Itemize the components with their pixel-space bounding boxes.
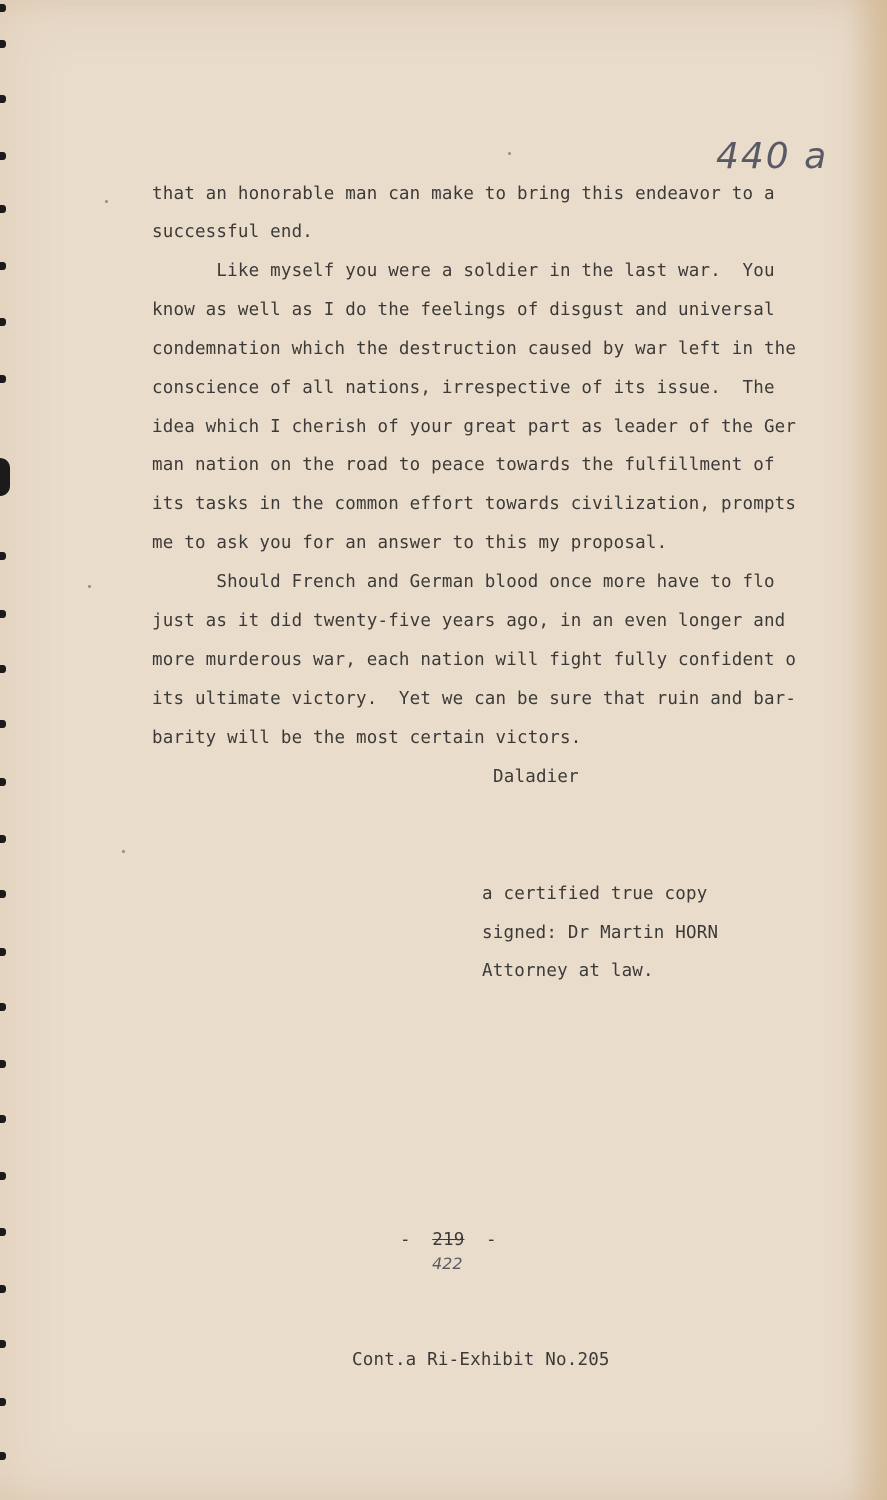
punch-mark [0, 1398, 6, 1406]
punch-mark [0, 948, 6, 956]
paper-speck [122, 850, 125, 853]
punch-mark [0, 1060, 6, 1068]
body-line: that an honorable man can make to bring this endeavor to a [152, 184, 775, 204]
body-line: barity will be the most certain victors. [152, 728, 582, 748]
certification-line: a certified true copy [482, 884, 708, 904]
body-line: conscience of all nations, irrespective of its issue. The [152, 378, 775, 398]
certification-line: Attorney at law. [482, 961, 654, 981]
punch-mark [0, 835, 6, 843]
page-number [400, 1230, 497, 1250]
paper-speck [88, 585, 91, 588]
signature: Daladier [493, 767, 579, 787]
body-line: its ultimate victory. Yet we can be sure that ruin and bar- [152, 689, 797, 709]
punch-mark [0, 665, 6, 673]
exhibit-label: Cont.a Ri-Exhibit No.205 [352, 1350, 610, 1370]
paper-edge-shading [847, 0, 887, 1500]
punch-mark [0, 720, 6, 728]
punch-mark [0, 610, 6, 618]
page-number-typed: 219 [432, 1230, 465, 1250]
paper-speck [105, 200, 108, 203]
page-number-dash: - [485, 1230, 497, 1250]
page-number-handwritten: 422 [432, 1254, 463, 1273]
punch-mark [0, 318, 6, 326]
punch-mark [0, 1452, 6, 1460]
body-line: successful end. [152, 222, 314, 242]
punch-mark [0, 375, 6, 383]
body-line: condemnation which the destruction caused by war left in the [152, 339, 797, 359]
punch-mark [0, 1003, 6, 1011]
punch-mark [0, 205, 6, 213]
punch-mark [0, 262, 6, 270]
punch-mark [0, 1172, 6, 1180]
punch-mark [0, 1228, 6, 1236]
punch-mark [0, 552, 6, 560]
punch-mark [0, 152, 6, 160]
punch-mark [0, 1115, 6, 1123]
punch-mark [0, 1340, 6, 1348]
body-line: more murderous war, each nation will fight fully confident o [152, 650, 797, 670]
punch-mark [0, 40, 6, 48]
body-line: idea which I cherish of your great part as leader of the Ger [152, 417, 797, 437]
body-line: man nation on the road to peace towards the fulfillment of [152, 455, 775, 475]
punch-mark [0, 4, 6, 12]
punch-mark [0, 1285, 6, 1293]
paper-speck [508, 152, 511, 155]
body-line: know as well as I do the feelings of disgust and universal [152, 300, 775, 320]
body-line: just as it did twenty-five years ago, in an even longer and [152, 611, 786, 631]
punch-mark [0, 95, 6, 103]
body-line: Like myself you were a soldier in the last war. You [152, 261, 775, 281]
folio-number: 440 a [716, 136, 829, 177]
binding-hole [0, 458, 10, 496]
body-line: its tasks in the common effort towards civilization, prompts [152, 494, 797, 514]
punch-mark [0, 890, 6, 898]
punch-mark [0, 778, 6, 786]
page-number-dash: - [400, 1230, 411, 1250]
body-line: Should French and German blood once more have to flo [152, 572, 775, 592]
certification-line: signed: Dr Martin HORN [482, 923, 719, 943]
body-line: me to ask you for an answer to this my proposal. [152, 533, 668, 553]
